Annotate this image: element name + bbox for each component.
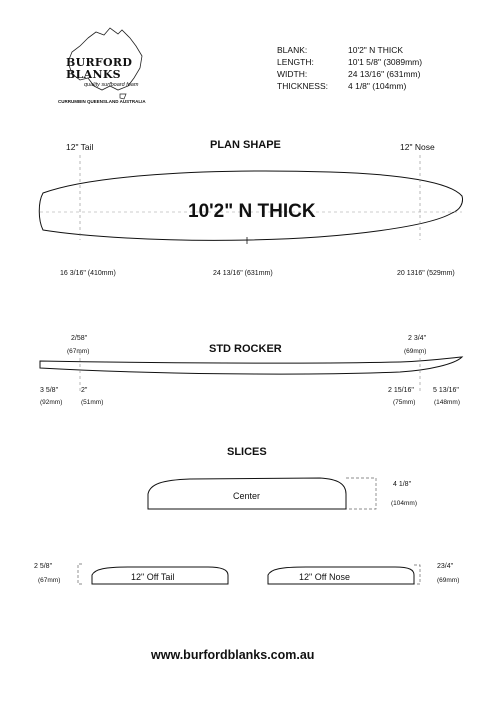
rocker-nose12-bottom: 2 15/16" <box>388 387 414 394</box>
slice-nose-thick-mm: (69mm) <box>437 577 460 584</box>
slice-center-label: Center <box>233 491 261 501</box>
rocker-title: STD ROCKER <box>209 343 282 355</box>
spec-label: LENGTH: <box>277 57 314 67</box>
slice-nose-label: 12" Off Nose <box>299 572 351 582</box>
slice-center-thick-mm: (104mm) <box>391 500 418 507</box>
spec-label: THICKNESS: <box>277 81 329 91</box>
plan-center-width: 24 13/16" (631mm) <box>213 270 273 277</box>
rocker-nose-end-mm: (148mm) <box>434 399 461 406</box>
spec-row-blank <box>277 44 422 56</box>
spec-label: BLANK: <box>277 45 308 55</box>
rocker-nose12-bottom-mm: (75mm) <box>393 399 416 406</box>
spec-row-length <box>277 56 422 68</box>
spec-row-width <box>277 68 422 80</box>
specs-block <box>277 44 422 92</box>
logo-tagline: quality surfboard foam <box>84 82 139 88</box>
slice-nose-dim <box>414 565 420 584</box>
rocker-nose12-top: 2 3/4" <box>408 335 427 342</box>
rocker-tail-end-mm: (92mm) <box>40 399 63 406</box>
slice-center-dim <box>346 478 376 509</box>
slice-tail-thick-mm: (67mm) <box>38 577 61 584</box>
rocker-nose-end: 5 13/16" <box>433 387 459 394</box>
spec-value: 10'2" N THICK <box>348 45 404 55</box>
rocker-nose12-top-mm: (69mm) <box>404 348 427 355</box>
plan-tail-width: 16 3/16" (410mm) <box>60 270 116 277</box>
website-link[interactable]: www.burfordblanks.com.au <box>151 648 315 662</box>
spec-value: 10'1 5/8" (3089mm) <box>348 57 423 67</box>
slice-tail-thick: 2 5/8" <box>34 563 53 570</box>
logo-location: CURRUMBIN QUEENSLAND AUSTRALIA <box>58 99 146 104</box>
logo-brand: BURFORD BLANKS <box>66 56 133 81</box>
spec-row-thickness <box>277 80 422 92</box>
rocker-tail12-top-mm: (67mm) <box>67 348 90 355</box>
plan-nose-label: 12" Nose <box>400 142 435 152</box>
spec-value: 24 13/16" (631mm) <box>348 69 421 79</box>
spec-label: WIDTH: <box>277 69 308 79</box>
rocker-outline <box>40 357 462 374</box>
rocker-tail12-top: 2/58" <box>71 335 88 342</box>
slice-center-thick: 4 1/8" <box>393 481 412 488</box>
rocker-tail12-bottom-mm: (51mm) <box>81 399 104 406</box>
slices-title: SLICES <box>227 446 267 458</box>
rocker-tail-end: 3 5/8" <box>40 387 59 394</box>
spec-value: 4 1/8" (104mm) <box>348 81 407 91</box>
slice-tail-label: 12" Off Tail <box>131 572 175 582</box>
plan-tail-label: 12" Tail <box>66 142 94 152</box>
plan-nose-width: 20 1316" (529mm) <box>397 270 455 277</box>
board-name: 10'2" N THICK <box>188 201 316 222</box>
slice-tail-dim <box>78 564 82 584</box>
slice-nose-thick: 23/4" <box>437 563 454 570</box>
rocker-tail12-bottom: 2" <box>81 387 88 394</box>
plan-title: PLAN SHAPE <box>210 139 281 151</box>
